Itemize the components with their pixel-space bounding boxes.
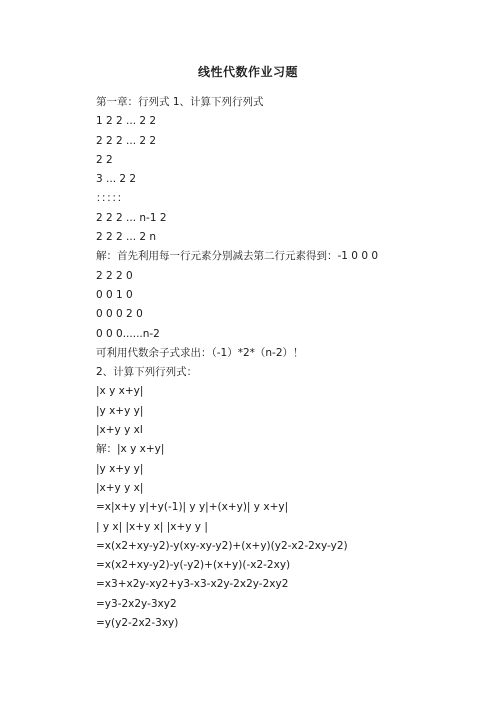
- text-line: |x+y y xl: [96, 424, 143, 437]
- text-line: 2 2: [96, 153, 113, 166]
- text-line: | y x| |x+y x| |x+y y |: [96, 520, 208, 533]
- text-line: 0 0 0......n-2: [96, 327, 160, 340]
- text-line: |x y x+y|: [96, 385, 144, 398]
- text-line: 解：|x y x+y|: [96, 443, 165, 456]
- text-line: 2 2 2 0: [96, 269, 133, 282]
- text-line: |y x+y y|: [96, 404, 144, 417]
- text-line: ：：：：：: [96, 192, 128, 205]
- text-line: =x3+x2y-xy2+y3-x3-x2y-2x2y-2xy2: [96, 578, 289, 591]
- text-line: =y(y2-2x2-3xy): [96, 617, 179, 630]
- text-line: 第一章：行列式 1、计算下列行列式: [96, 96, 264, 108]
- text-line: =x(x2+xy-y2)-y(-y2)+(x+y)(-x2-2xy): [96, 559, 291, 572]
- text-line: =y3-2x2y-3xy2: [96, 597, 177, 610]
- text-line: 2、计算下列行列式：: [96, 366, 198, 379]
- text-line: 2 2 2 ... 2 2: [96, 134, 157, 147]
- text-line: =x(x2+xy-y2)-y(xy-xy-y2)+(x+y)(y2-x2-2xy-y2): [96, 539, 348, 552]
- text-line: 0 0 1 0: [96, 288, 133, 301]
- text-line: |x+y y x|: [96, 481, 144, 494]
- document-title: 线性代数作业习题: [197, 65, 298, 79]
- text-line: 3 ... 2 2: [96, 173, 137, 186]
- text-line: 1 2 2 ... 2 2: [96, 115, 157, 128]
- text-line: =x|x+y y|+y(-1)| y y|+(x+y)| y x+y|: [96, 501, 289, 514]
- text-line: 可利用代数余子式求出：（-1）*2*（n-2）！: [96, 346, 304, 359]
- text-line: 0 0 0 2 0: [96, 308, 143, 321]
- document-body: [96, 93, 436, 633]
- text-line: |y x+y y|: [96, 462, 144, 475]
- text-line: 2 2 2 ... n-1 2: [96, 211, 167, 224]
- text-line: 解：首先利用每一行元素分别减去第二行元素得到：-1 0 0 0: [96, 250, 379, 263]
- text-line: 2 2 2 ... 2 n: [96, 231, 157, 244]
